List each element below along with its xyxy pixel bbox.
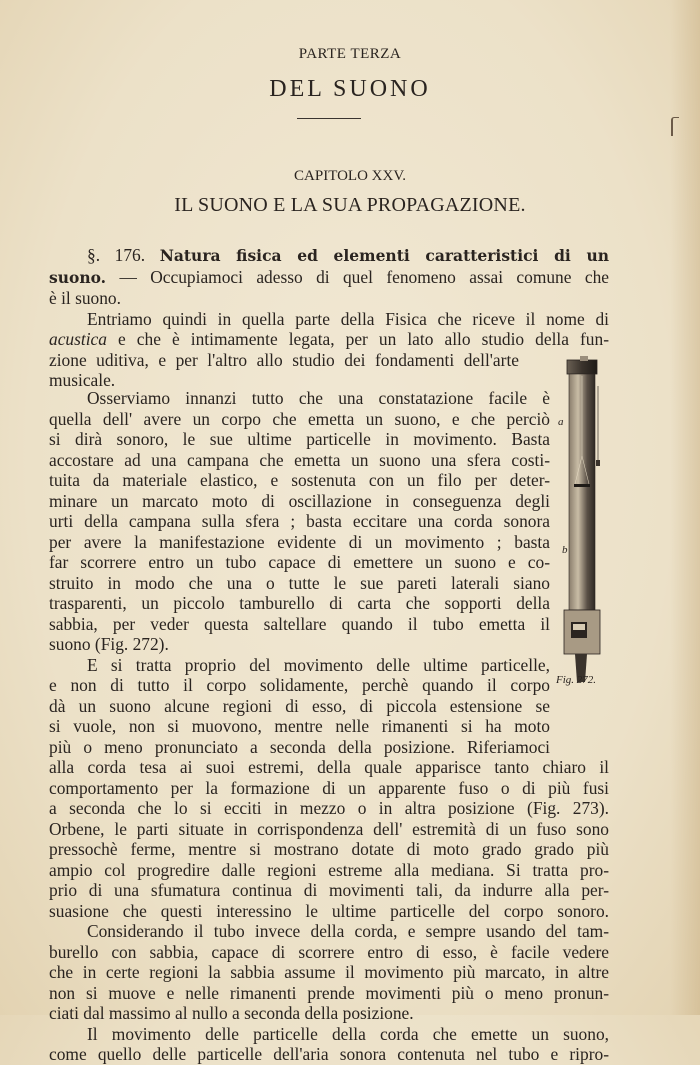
section-heading-line bbox=[49, 245, 609, 267]
text-line: Entriamo quindi in quella parte della Fisica che riceve il nome di bbox=[87, 308, 609, 329]
text-line: non si muove e nelle rimanenti prende movimenti più o meno pronun- bbox=[49, 982, 609, 1003]
text-line: si vuole, non si muovono, mentre nelle rimanenti si ha moto bbox=[49, 716, 550, 736]
drum-disc bbox=[574, 484, 590, 487]
text-line: Orbene, le parti situate in corrispondenza dell' estremità di un fuso sono bbox=[49, 818, 609, 839]
text-line: quella dell' avere un corpo che emetta un suono, e che perciò bbox=[49, 408, 550, 429]
tube-cap bbox=[567, 356, 597, 374]
body-text-top bbox=[49, 245, 609, 391]
figure-label-b: b bbox=[562, 544, 568, 556]
text-line: e non di tutto il corpo solidamente, perchè quando il corpo bbox=[49, 675, 550, 695]
text-line: alla corda tesa ai suoi estremi, della quale apparisce tanto chiaro il bbox=[49, 757, 609, 777]
text-line: urti della campana sulla sfera ; basta eccitare una corda sonora bbox=[49, 511, 550, 531]
text-line: sabbia, per veder questa saltellare quando il tubo emetta il bbox=[49, 613, 550, 634]
page-blemish-mark bbox=[671, 117, 679, 136]
text-line: che in certe regioni la sabbia assume il movimento più marcato, in altre bbox=[49, 962, 609, 982]
text-line: trasparenti, un piccolo tamburello di carta che sopporti della bbox=[49, 593, 550, 613]
chapter-label: CAPITOLO XXV. bbox=[294, 168, 406, 184]
text-line: Il movimento delle particelle della corda che emette un suono, bbox=[87, 1023, 609, 1044]
text-line: suono (Fig. 272). bbox=[49, 634, 169, 654]
text-line: più o meno pronunciato a seconda della posizione. Riferiamoci bbox=[49, 736, 550, 757]
text-line: burello con sabbia, capace di scorrere entro di esso, è facile vedere bbox=[49, 941, 609, 962]
text-line: far scorrere entro un tubo capace di emettere un suono e co- bbox=[49, 552, 550, 572]
text-line: prio di una sfumatura continua di movimenti tali, da indurre alla per- bbox=[49, 880, 609, 900]
text-line: Considerando il tubo invece della corda, e sempre usando del tam- bbox=[87, 921, 609, 941]
chapter-title: IL SUONO E LA SUA PROPAGAZIONE. bbox=[174, 194, 526, 216]
text-line: dà un suono alcune regioni di esso, di piccola estensione se bbox=[49, 695, 550, 716]
section-heading: Natura fisica ed elementi caratteristici di un bbox=[159, 246, 609, 265]
text-line: a seconda che lo si ecciti in mezzo o in altra posizione (Fig. 273). bbox=[49, 798, 609, 818]
text-line: tuita da materiale elastico, e sostenuta con un filo per deter- bbox=[49, 470, 550, 490]
text-line: pressochè ferme, mentre si mostrano dotate di moto grado grado più bbox=[49, 839, 609, 859]
text-line: minare un marcato moto di oscillazione in conseguenza degli bbox=[49, 490, 550, 511]
part-title: DEL SUONO bbox=[269, 76, 431, 102]
part-label: PARTE TERZA bbox=[298, 46, 402, 62]
text-line: struito in modo che una o tutte le sue pareti laterali siano bbox=[49, 572, 550, 593]
sound-tube-illustration-icon bbox=[555, 356, 635, 686]
page-edge-shadow bbox=[670, 0, 700, 1015]
text-line: comportamento per la formazione di un apparente fuso o di più fusi bbox=[49, 777, 609, 798]
figure-label-a: a bbox=[558, 416, 564, 428]
text-line: suasione che questi interessino le ultime particelle del corpo sonoro. bbox=[49, 900, 609, 921]
figure-caption: Fig. 272. bbox=[556, 674, 597, 686]
text-line: accostare ad una campana che emetta un suono una sfera costi- bbox=[49, 449, 550, 470]
paragraph-text: — Occupiamoci adesso di quel fenomeno assai comune che bbox=[106, 266, 609, 287]
text-line: come quello delle particelle dell'aria sonora contenuta nel tubo e ripro- bbox=[49, 1044, 609, 1064]
text-line: E si tratta proprio del movimento delle ultime particelle, bbox=[87, 654, 550, 675]
text-line: musicale. bbox=[49, 370, 116, 390]
text-line: ciati dal massimo al nullo a seconda della posizione. bbox=[49, 1003, 414, 1023]
text-line bbox=[49, 329, 609, 350]
text-line bbox=[49, 267, 609, 289]
text-line: è il suono. bbox=[49, 288, 121, 308]
paragraph-text: e che è intimamente legata, per un lato allo studio della fun- bbox=[106, 329, 609, 349]
section-number: §. 176. bbox=[87, 245, 146, 265]
body-text-bottom bbox=[49, 757, 609, 1065]
text-line: Osserviamo innanzi tutto che una constatazione facile è bbox=[87, 388, 550, 408]
text-line: zione uditiva, e per l'altro allo studio dei fondamenti dell'arte bbox=[49, 349, 519, 370]
text-line: ampio col progredire dalle regioni estreme alla mediana. Si tratta pro- bbox=[49, 859, 609, 880]
title-divider bbox=[297, 118, 361, 119]
body-text-beside-figure bbox=[49, 388, 550, 757]
text-line: si dirà sonoro, le sue ultime particelle in movimento. Basta bbox=[49, 429, 550, 449]
tube-mouthpiece bbox=[564, 610, 600, 682]
text-line: per avere la manifestazione evidente di un movimento ; basta bbox=[49, 531, 550, 552]
italic-term: acustica bbox=[49, 329, 107, 349]
section-heading-cont: suono. bbox=[49, 267, 107, 287]
